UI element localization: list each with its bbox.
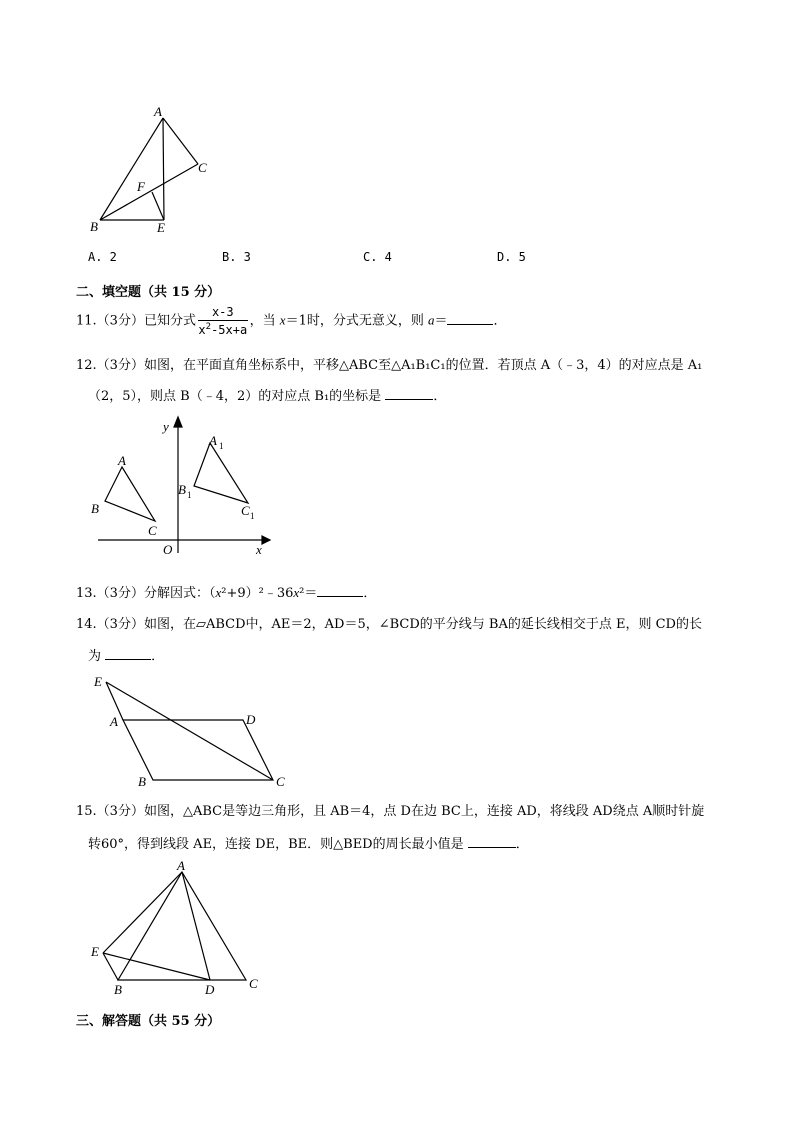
segment-bc	[100, 164, 198, 220]
q13-suffix: ²＝	[299, 586, 318, 601]
label-f: F	[137, 179, 145, 194]
label-b: B	[90, 219, 98, 234]
label-a1: A	[209, 433, 217, 448]
q11-denominator	[198, 321, 248, 337]
label-b: B	[114, 982, 122, 997]
segment-ae	[163, 118, 164, 220]
q15-end: ．	[515, 837, 529, 852]
label-e: E	[94, 674, 102, 689]
label-a: A	[118, 453, 126, 468]
option-c: C. 4	[363, 250, 392, 264]
q11-prefix: 11.（3分）已知分式	[76, 313, 196, 329]
option-d: D. 5	[497, 250, 526, 264]
q11-text2: ＝1时，分式无意义，则	[285, 313, 428, 329]
question-15-line2	[88, 833, 529, 852]
label-a: A	[177, 858, 185, 873]
q11-den-rest: -5x+a	[211, 323, 248, 337]
q11-den-x: x	[198, 323, 206, 337]
segment-ab	[100, 118, 163, 220]
parallelogram-abcd	[123, 720, 273, 780]
figure-q15	[85, 858, 275, 998]
q13-x1: x	[215, 585, 222, 600]
q11-var-a: a	[427, 312, 435, 328]
triangle-abc	[118, 872, 246, 980]
segment-ed	[103, 953, 210, 980]
label-o: O	[163, 542, 173, 557]
q11-text1: ，当	[249, 313, 280, 329]
q13-mid: ²+9）²﹣36	[221, 586, 294, 601]
q15-line2-text: 转60°，得到线段 AE，连接 DE，BE．则△BED的周长最小值是	[88, 837, 464, 852]
q11-answer-blank[interactable]	[447, 312, 493, 325]
label-b: B	[91, 501, 99, 516]
q14-end: ．	[151, 649, 165, 664]
label-b: B	[138, 774, 146, 789]
label-c: C	[198, 160, 207, 175]
label-e: E	[157, 220, 165, 235]
q11-fraction	[198, 305, 248, 337]
label-e: E	[91, 944, 99, 959]
triangle-abc	[105, 467, 155, 521]
q13-x2: x	[293, 585, 300, 600]
question-14-line1: 14.（3分）如图，在▱ABCD中，AE＝2，AD＝5，∠BCD的平分线与 BA的延长线相交于点 E，则 CD的长	[76, 617, 702, 632]
question-11	[76, 305, 507, 337]
q12-end: ．	[433, 389, 447, 404]
label-c: C	[148, 523, 157, 538]
figure-q12	[90, 415, 280, 560]
x-axis-arrow	[262, 536, 270, 544]
q11-end: ．	[493, 313, 507, 329]
q13-end: ．	[363, 586, 377, 601]
q11-numerator: x-3	[198, 305, 248, 321]
section-title-answer: 三、解答题（共 55 分）	[76, 1014, 221, 1029]
label-a: A	[110, 714, 118, 729]
figure-q10	[80, 100, 230, 240]
label-d: D	[205, 982, 215, 997]
question-12-line2	[88, 385, 446, 404]
question-12-line1: 12.（3分）如图，在平面直角坐标系中，平移△ABC至△A₁B₁C₁的位置．若顶点 A（﹣3，4）的对应点是 A₁	[76, 358, 703, 373]
segment-ad	[182, 872, 210, 980]
label-b1: B	[178, 482, 186, 497]
label-c1: C	[241, 503, 250, 518]
label-a: A	[154, 104, 162, 119]
label-c: C	[276, 774, 285, 789]
q14-answer-blank[interactable]	[105, 647, 151, 660]
label-a1-sub: 1	[219, 441, 224, 451]
q15-answer-blank[interactable]	[468, 835, 516, 848]
q12-answer-blank[interactable]	[385, 387, 433, 400]
segment-ae	[103, 872, 182, 953]
label-b1-sub: 1	[187, 490, 192, 500]
q11-den-exp: 2	[205, 322, 212, 332]
q11-text3: ＝	[434, 313, 448, 329]
label-d: D	[246, 712, 256, 727]
segment-ef	[152, 192, 164, 220]
q13-answer-blank[interactable]	[317, 584, 363, 597]
q14-line2-text: 为	[88, 649, 102, 664]
section-title-fill-in: 二、填空题（共 15 分）	[76, 285, 221, 300]
triangle-a1b1c1	[194, 443, 248, 503]
segment-eb	[103, 953, 118, 980]
label-y: y	[163, 419, 169, 434]
label-c1-sub: 1	[250, 511, 255, 521]
y-axis-arrow	[174, 417, 182, 427]
segment-ac	[163, 118, 198, 164]
option-b: B. 3	[222, 250, 251, 264]
q13-prefix: 13.（3分）分解因式：（	[76, 586, 216, 601]
question-14-line2	[88, 645, 164, 664]
option-a: A. 2	[88, 250, 117, 264]
question-15-line1: 15.（3分）如图，△ABC是等边三角形，且 AB＝4，点 D在边 BC上，连接 AD，将线段 AD绕点 A顺时针旋	[76, 804, 705, 819]
q11-var-x: x	[279, 312, 286, 328]
question-13	[76, 582, 376, 601]
figure-q14	[88, 670, 298, 795]
label-x: x	[256, 542, 262, 557]
q12-line2-text: （2，5），则点 B（﹣4，2）的对应点 B₁的坐标是	[88, 389, 382, 404]
label-c: C	[249, 976, 258, 991]
